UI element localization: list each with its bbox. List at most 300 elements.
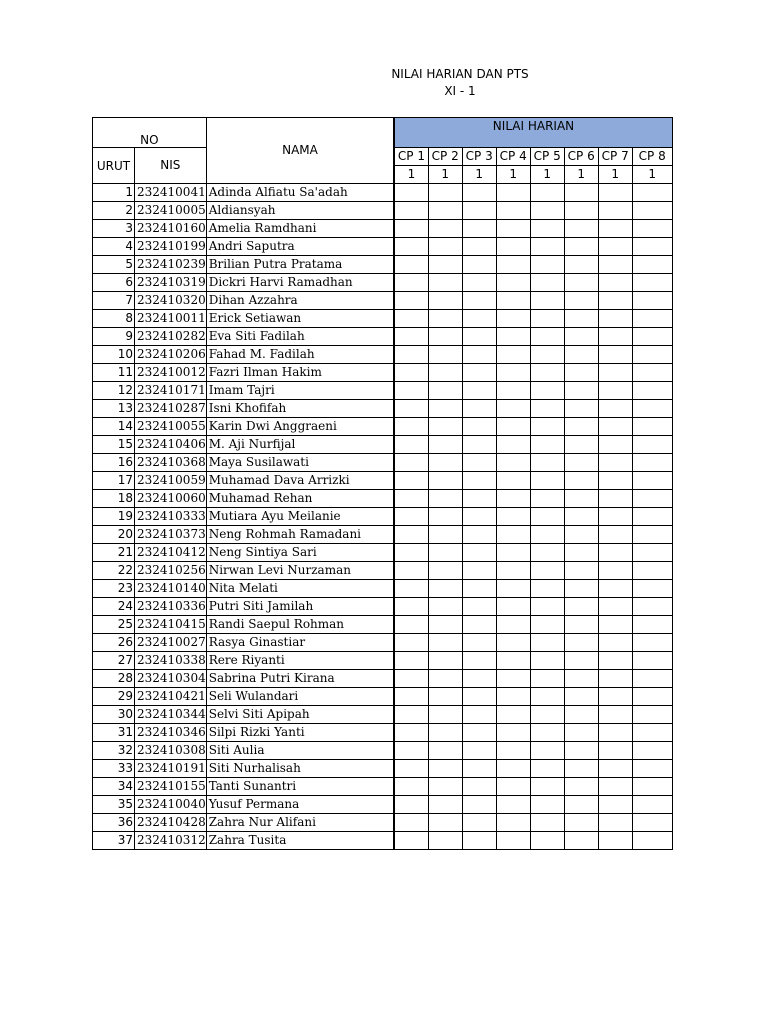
score-cell-cp5[interactable] xyxy=(530,814,564,832)
score-cell-cp5[interactable] xyxy=(530,454,564,472)
score-cell-cp5[interactable] xyxy=(530,238,564,256)
score-cell-cp4[interactable] xyxy=(496,670,530,688)
score-cell-cp7[interactable] xyxy=(598,184,632,202)
score-cell-cp5[interactable] xyxy=(530,256,564,274)
score-cell-cp1[interactable] xyxy=(394,526,428,544)
score-cell-cp5[interactable] xyxy=(530,796,564,814)
score-cell-cp3[interactable] xyxy=(462,220,496,238)
score-cell-cp4[interactable] xyxy=(496,562,530,580)
score-cell-cp3[interactable] xyxy=(462,400,496,418)
score-cell-cp5[interactable] xyxy=(530,778,564,796)
score-cell-cp6[interactable] xyxy=(564,562,598,580)
score-cell-cp8[interactable] xyxy=(632,292,672,310)
score-cell-cp8[interactable] xyxy=(632,346,672,364)
score-cell-cp5[interactable] xyxy=(530,274,564,292)
score-cell-cp1[interactable] xyxy=(394,796,428,814)
score-cell-cp1[interactable] xyxy=(394,580,428,598)
score-cell-cp8[interactable] xyxy=(632,184,672,202)
score-cell-cp7[interactable] xyxy=(598,598,632,616)
score-cell-cp1[interactable] xyxy=(394,328,428,346)
score-cell-cp4[interactable] xyxy=(496,724,530,742)
score-cell-cp4[interactable] xyxy=(496,310,530,328)
score-cell-cp2[interactable] xyxy=(428,724,462,742)
score-cell-cp5[interactable] xyxy=(530,526,564,544)
score-cell-cp8[interactable] xyxy=(632,220,672,238)
score-cell-cp1[interactable] xyxy=(394,562,428,580)
score-cell-cp5[interactable] xyxy=(530,688,564,706)
score-cell-cp6[interactable] xyxy=(564,328,598,346)
score-cell-cp5[interactable] xyxy=(530,184,564,202)
score-cell-cp5[interactable] xyxy=(530,418,564,436)
score-cell-cp2[interactable] xyxy=(428,418,462,436)
score-cell-cp3[interactable] xyxy=(462,238,496,256)
score-cell-cp5[interactable] xyxy=(530,346,564,364)
score-cell-cp7[interactable] xyxy=(598,454,632,472)
score-cell-cp1[interactable] xyxy=(394,256,428,274)
score-cell-cp6[interactable] xyxy=(564,688,598,706)
score-cell-cp7[interactable] xyxy=(598,346,632,364)
score-cell-cp7[interactable] xyxy=(598,508,632,526)
score-cell-cp3[interactable] xyxy=(462,346,496,364)
score-cell-cp8[interactable] xyxy=(632,634,672,652)
score-cell-cp3[interactable] xyxy=(462,508,496,526)
score-cell-cp2[interactable] xyxy=(428,742,462,760)
score-cell-cp2[interactable] xyxy=(428,652,462,670)
score-cell-cp4[interactable] xyxy=(496,814,530,832)
score-cell-cp8[interactable] xyxy=(632,670,672,688)
score-cell-cp4[interactable] xyxy=(496,256,530,274)
score-cell-cp7[interactable] xyxy=(598,310,632,328)
score-cell-cp6[interactable] xyxy=(564,706,598,724)
score-cell-cp3[interactable] xyxy=(462,724,496,742)
score-cell-cp8[interactable] xyxy=(632,778,672,796)
score-cell-cp3[interactable] xyxy=(462,256,496,274)
score-cell-cp6[interactable] xyxy=(564,652,598,670)
score-cell-cp1[interactable] xyxy=(394,706,428,724)
score-cell-cp3[interactable] xyxy=(462,598,496,616)
score-cell-cp8[interactable] xyxy=(632,364,672,382)
score-cell-cp8[interactable] xyxy=(632,310,672,328)
score-cell-cp1[interactable] xyxy=(394,544,428,562)
score-cell-cp4[interactable] xyxy=(496,346,530,364)
score-cell-cp8[interactable] xyxy=(632,256,672,274)
score-cell-cp1[interactable] xyxy=(394,688,428,706)
score-cell-cp8[interactable] xyxy=(632,562,672,580)
score-cell-cp5[interactable] xyxy=(530,364,564,382)
score-cell-cp2[interactable] xyxy=(428,490,462,508)
score-cell-cp4[interactable] xyxy=(496,472,530,490)
score-cell-cp3[interactable] xyxy=(462,454,496,472)
score-cell-cp7[interactable] xyxy=(598,364,632,382)
score-cell-cp2[interactable] xyxy=(428,274,462,292)
score-cell-cp2[interactable] xyxy=(428,814,462,832)
score-cell-cp8[interactable] xyxy=(632,202,672,220)
score-cell-cp2[interactable] xyxy=(428,184,462,202)
score-cell-cp7[interactable] xyxy=(598,814,632,832)
score-cell-cp8[interactable] xyxy=(632,454,672,472)
score-cell-cp1[interactable] xyxy=(394,220,428,238)
score-cell-cp3[interactable] xyxy=(462,742,496,760)
score-cell-cp2[interactable] xyxy=(428,400,462,418)
score-cell-cp8[interactable] xyxy=(632,544,672,562)
score-cell-cp7[interactable] xyxy=(598,562,632,580)
score-cell-cp4[interactable] xyxy=(496,364,530,382)
score-cell-cp8[interactable] xyxy=(632,580,672,598)
score-cell-cp4[interactable] xyxy=(496,760,530,778)
score-cell-cp3[interactable] xyxy=(462,490,496,508)
score-cell-cp1[interactable] xyxy=(394,670,428,688)
score-cell-cp6[interactable] xyxy=(564,346,598,364)
score-cell-cp5[interactable] xyxy=(530,292,564,310)
score-cell-cp2[interactable] xyxy=(428,310,462,328)
score-cell-cp2[interactable] xyxy=(428,328,462,346)
score-cell-cp4[interactable] xyxy=(496,328,530,346)
score-cell-cp6[interactable] xyxy=(564,400,598,418)
score-cell-cp7[interactable] xyxy=(598,580,632,598)
score-cell-cp8[interactable] xyxy=(632,400,672,418)
score-cell-cp4[interactable] xyxy=(496,202,530,220)
score-cell-cp2[interactable] xyxy=(428,202,462,220)
score-cell-cp7[interactable] xyxy=(598,292,632,310)
score-cell-cp7[interactable] xyxy=(598,400,632,418)
score-cell-cp5[interactable] xyxy=(530,652,564,670)
score-cell-cp2[interactable] xyxy=(428,364,462,382)
score-cell-cp4[interactable] xyxy=(496,418,530,436)
score-cell-cp1[interactable] xyxy=(394,724,428,742)
score-cell-cp2[interactable] xyxy=(428,706,462,724)
score-cell-cp2[interactable] xyxy=(428,292,462,310)
score-cell-cp2[interactable] xyxy=(428,688,462,706)
score-cell-cp2[interactable] xyxy=(428,760,462,778)
score-cell-cp8[interactable] xyxy=(632,490,672,508)
score-cell-cp7[interactable] xyxy=(598,274,632,292)
score-cell-cp3[interactable] xyxy=(462,292,496,310)
score-cell-cp5[interactable] xyxy=(530,436,564,454)
score-cell-cp6[interactable] xyxy=(564,526,598,544)
score-cell-cp2[interactable] xyxy=(428,670,462,688)
score-cell-cp6[interactable] xyxy=(564,814,598,832)
score-cell-cp3[interactable] xyxy=(462,814,496,832)
score-cell-cp5[interactable] xyxy=(530,328,564,346)
score-cell-cp3[interactable] xyxy=(462,688,496,706)
score-cell-cp4[interactable] xyxy=(496,436,530,454)
score-cell-cp1[interactable] xyxy=(394,814,428,832)
score-cell-cp7[interactable] xyxy=(598,832,632,850)
score-cell-cp7[interactable] xyxy=(598,796,632,814)
score-cell-cp6[interactable] xyxy=(564,202,598,220)
score-cell-cp6[interactable] xyxy=(564,418,598,436)
score-cell-cp3[interactable] xyxy=(462,652,496,670)
score-cell-cp5[interactable] xyxy=(530,580,564,598)
score-cell-cp8[interactable] xyxy=(632,796,672,814)
score-cell-cp3[interactable] xyxy=(462,796,496,814)
score-cell-cp7[interactable] xyxy=(598,652,632,670)
score-cell-cp5[interactable] xyxy=(530,760,564,778)
score-cell-cp8[interactable] xyxy=(632,436,672,454)
score-cell-cp2[interactable] xyxy=(428,544,462,562)
score-cell-cp7[interactable] xyxy=(598,238,632,256)
score-cell-cp1[interactable] xyxy=(394,418,428,436)
score-cell-cp5[interactable] xyxy=(530,490,564,508)
score-cell-cp8[interactable] xyxy=(632,742,672,760)
score-cell-cp7[interactable] xyxy=(598,634,632,652)
score-cell-cp6[interactable] xyxy=(564,382,598,400)
score-cell-cp7[interactable] xyxy=(598,202,632,220)
score-cell-cp1[interactable] xyxy=(394,400,428,418)
score-cell-cp7[interactable] xyxy=(598,778,632,796)
score-cell-cp3[interactable] xyxy=(462,418,496,436)
score-cell-cp4[interactable] xyxy=(496,652,530,670)
score-cell-cp4[interactable] xyxy=(496,400,530,418)
score-cell-cp6[interactable] xyxy=(564,760,598,778)
score-cell-cp1[interactable] xyxy=(394,760,428,778)
score-cell-cp5[interactable] xyxy=(530,616,564,634)
score-cell-cp4[interactable] xyxy=(496,778,530,796)
score-cell-cp3[interactable] xyxy=(462,778,496,796)
score-cell-cp6[interactable] xyxy=(564,220,598,238)
score-cell-cp7[interactable] xyxy=(598,436,632,454)
score-cell-cp4[interactable] xyxy=(496,490,530,508)
score-cell-cp6[interactable] xyxy=(564,634,598,652)
score-cell-cp4[interactable] xyxy=(496,832,530,850)
score-cell-cp8[interactable] xyxy=(632,274,672,292)
score-cell-cp4[interactable] xyxy=(496,454,530,472)
score-cell-cp8[interactable] xyxy=(632,382,672,400)
score-cell-cp6[interactable] xyxy=(564,670,598,688)
score-cell-cp1[interactable] xyxy=(394,652,428,670)
score-cell-cp7[interactable] xyxy=(598,490,632,508)
score-cell-cp6[interactable] xyxy=(564,274,598,292)
score-cell-cp3[interactable] xyxy=(462,562,496,580)
score-cell-cp7[interactable] xyxy=(598,220,632,238)
score-cell-cp8[interactable] xyxy=(632,760,672,778)
score-cell-cp7[interactable] xyxy=(598,670,632,688)
score-cell-cp7[interactable] xyxy=(598,544,632,562)
score-cell-cp6[interactable] xyxy=(564,724,598,742)
score-cell-cp5[interactable] xyxy=(530,400,564,418)
score-cell-cp1[interactable] xyxy=(394,778,428,796)
score-cell-cp4[interactable] xyxy=(496,382,530,400)
score-cell-cp6[interactable] xyxy=(564,472,598,490)
score-cell-cp3[interactable] xyxy=(462,364,496,382)
score-cell-cp7[interactable] xyxy=(598,742,632,760)
score-cell-cp6[interactable] xyxy=(564,238,598,256)
score-cell-cp5[interactable] xyxy=(530,634,564,652)
score-cell-cp5[interactable] xyxy=(530,544,564,562)
score-cell-cp2[interactable] xyxy=(428,220,462,238)
score-cell-cp6[interactable] xyxy=(564,598,598,616)
score-cell-cp5[interactable] xyxy=(530,742,564,760)
score-cell-cp1[interactable] xyxy=(394,472,428,490)
score-cell-cp7[interactable] xyxy=(598,706,632,724)
score-cell-cp1[interactable] xyxy=(394,292,428,310)
score-cell-cp4[interactable] xyxy=(496,508,530,526)
score-cell-cp6[interactable] xyxy=(564,454,598,472)
score-cell-cp4[interactable] xyxy=(496,688,530,706)
score-cell-cp1[interactable] xyxy=(394,742,428,760)
score-cell-cp7[interactable] xyxy=(598,382,632,400)
table-row xyxy=(93,634,673,652)
score-cell-cp1[interactable] xyxy=(394,508,428,526)
score-cell-cp3[interactable] xyxy=(462,706,496,724)
score-cell-cp6[interactable] xyxy=(564,544,598,562)
score-cell-cp3[interactable] xyxy=(462,634,496,652)
score-cell-cp2[interactable] xyxy=(428,472,462,490)
score-cell-cp8[interactable] xyxy=(632,598,672,616)
score-cell-cp6[interactable] xyxy=(564,256,598,274)
score-cell-cp4[interactable] xyxy=(496,220,530,238)
score-cell-cp2[interactable] xyxy=(428,436,462,454)
score-cell-cp6[interactable] xyxy=(564,778,598,796)
score-cell-cp5[interactable] xyxy=(530,562,564,580)
score-cell-cp8[interactable] xyxy=(632,238,672,256)
score-cell-cp1[interactable] xyxy=(394,490,428,508)
score-cell-cp1[interactable] xyxy=(394,634,428,652)
score-cell-cp5[interactable] xyxy=(530,508,564,526)
score-cell-cp5[interactable] xyxy=(530,472,564,490)
score-cell-cp7[interactable] xyxy=(598,688,632,706)
score-cell-cp2[interactable] xyxy=(428,796,462,814)
score-cell-cp2[interactable] xyxy=(428,832,462,850)
score-cell-cp1[interactable] xyxy=(394,382,428,400)
score-cell-cp3[interactable] xyxy=(462,328,496,346)
score-cell-cp7[interactable] xyxy=(598,418,632,436)
score-cell-cp1[interactable] xyxy=(394,364,428,382)
score-cell-cp1[interactable] xyxy=(394,832,428,850)
score-cell-cp3[interactable] xyxy=(462,472,496,490)
score-cell-cp6[interactable] xyxy=(564,364,598,382)
score-cell-cp5[interactable] xyxy=(530,724,564,742)
cp-label-2: CP 2 xyxy=(428,148,462,166)
score-cell-cp1[interactable] xyxy=(394,454,428,472)
score-cell-cp8[interactable] xyxy=(632,616,672,634)
score-cell-cp6[interactable] xyxy=(564,832,598,850)
score-cell-cp4[interactable] xyxy=(496,544,530,562)
score-cell-cp3[interactable] xyxy=(462,310,496,328)
score-cell-cp4[interactable] xyxy=(496,796,530,814)
score-cell-cp2[interactable] xyxy=(428,580,462,598)
score-cell-cp8[interactable] xyxy=(632,526,672,544)
score-cell-cp6[interactable] xyxy=(564,742,598,760)
score-cell-cp3[interactable] xyxy=(462,436,496,454)
score-cell-cp5[interactable] xyxy=(530,670,564,688)
score-cell-cp1[interactable] xyxy=(394,346,428,364)
score-cell-cp1[interactable] xyxy=(394,184,428,202)
score-cell-cp8[interactable] xyxy=(632,328,672,346)
score-cell-cp5[interactable] xyxy=(530,202,564,220)
score-cell-cp8[interactable] xyxy=(632,814,672,832)
score-cell-cp4[interactable] xyxy=(496,742,530,760)
score-cell-cp2[interactable] xyxy=(428,238,462,256)
score-cell-cp5[interactable] xyxy=(530,706,564,724)
score-cell-cp6[interactable] xyxy=(564,580,598,598)
score-cell-cp7[interactable] xyxy=(598,526,632,544)
score-cell-cp4[interactable] xyxy=(496,634,530,652)
score-cell-cp7[interactable] xyxy=(598,472,632,490)
score-cell-cp2[interactable] xyxy=(428,778,462,796)
score-cell-cp4[interactable] xyxy=(496,706,530,724)
score-cell-cp6[interactable] xyxy=(564,310,598,328)
score-cell-cp1[interactable] xyxy=(394,274,428,292)
score-cell-cp5[interactable] xyxy=(530,382,564,400)
score-cell-cp2[interactable] xyxy=(428,634,462,652)
score-cell-cp1[interactable] xyxy=(394,598,428,616)
row-number: 2 xyxy=(93,202,135,220)
cp-label-5: CP 5 xyxy=(530,148,564,166)
score-cell-cp4[interactable] xyxy=(496,526,530,544)
score-cell-cp1[interactable] xyxy=(394,310,428,328)
score-cell-cp4[interactable] xyxy=(496,580,530,598)
score-cell-cp4[interactable] xyxy=(496,292,530,310)
score-cell-cp2[interactable] xyxy=(428,256,462,274)
score-cell-cp4[interactable] xyxy=(496,598,530,616)
score-cell-cp1[interactable] xyxy=(394,238,428,256)
score-cell-cp3[interactable] xyxy=(462,202,496,220)
score-cell-cp1[interactable] xyxy=(394,616,428,634)
score-cell-cp6[interactable] xyxy=(564,796,598,814)
score-cell-cp3[interactable] xyxy=(462,274,496,292)
score-cell-cp3[interactable] xyxy=(462,616,496,634)
score-cell-cp8[interactable] xyxy=(632,832,672,850)
score-cell-cp6[interactable] xyxy=(564,508,598,526)
score-cell-cp8[interactable] xyxy=(632,724,672,742)
score-cell-cp4[interactable] xyxy=(496,238,530,256)
score-cell-cp7[interactable] xyxy=(598,760,632,778)
score-cell-cp6[interactable] xyxy=(564,292,598,310)
score-cell-cp7[interactable] xyxy=(598,328,632,346)
score-cell-cp7[interactable] xyxy=(598,256,632,274)
score-cell-cp3[interactable] xyxy=(462,544,496,562)
score-cell-cp1[interactable] xyxy=(394,202,428,220)
score-cell-cp3[interactable] xyxy=(462,760,496,778)
score-cell-cp8[interactable] xyxy=(632,508,672,526)
score-cell-cp4[interactable] xyxy=(496,184,530,202)
score-cell-cp6[interactable] xyxy=(564,490,598,508)
score-cell-cp2[interactable] xyxy=(428,598,462,616)
score-cell-cp8[interactable] xyxy=(632,706,672,724)
score-cell-cp7[interactable] xyxy=(598,724,632,742)
score-cell-cp2[interactable] xyxy=(428,526,462,544)
score-cell-cp2[interactable] xyxy=(428,508,462,526)
score-cell-cp6[interactable] xyxy=(564,616,598,634)
score-cell-cp5[interactable] xyxy=(530,220,564,238)
score-cell-cp8[interactable] xyxy=(632,418,672,436)
score-cell-cp3[interactable] xyxy=(462,382,496,400)
score-cell-cp2[interactable] xyxy=(428,346,462,364)
score-cell-cp5[interactable] xyxy=(530,598,564,616)
score-cell-cp5[interactable] xyxy=(530,832,564,850)
score-cell-cp6[interactable] xyxy=(564,184,598,202)
score-cell-cp1[interactable] xyxy=(394,436,428,454)
score-cell-cp5[interactable] xyxy=(530,310,564,328)
score-cell-cp7[interactable] xyxy=(598,616,632,634)
score-cell-cp2[interactable] xyxy=(428,382,462,400)
score-cell-cp2[interactable] xyxy=(428,562,462,580)
score-cell-cp2[interactable] xyxy=(428,616,462,634)
score-cell-cp8[interactable] xyxy=(632,472,672,490)
score-cell-cp3[interactable] xyxy=(462,184,496,202)
score-cell-cp3[interactable] xyxy=(462,670,496,688)
score-cell-cp8[interactable] xyxy=(632,688,672,706)
score-cell-cp3[interactable] xyxy=(462,526,496,544)
score-cell-cp4[interactable] xyxy=(496,274,530,292)
score-cell-cp6[interactable] xyxy=(564,436,598,454)
score-cell-cp4[interactable] xyxy=(496,616,530,634)
score-cell-cp3[interactable] xyxy=(462,832,496,850)
score-cell-cp2[interactable] xyxy=(428,454,462,472)
score-cell-cp3[interactable] xyxy=(462,580,496,598)
score-cell-cp8[interactable] xyxy=(632,652,672,670)
